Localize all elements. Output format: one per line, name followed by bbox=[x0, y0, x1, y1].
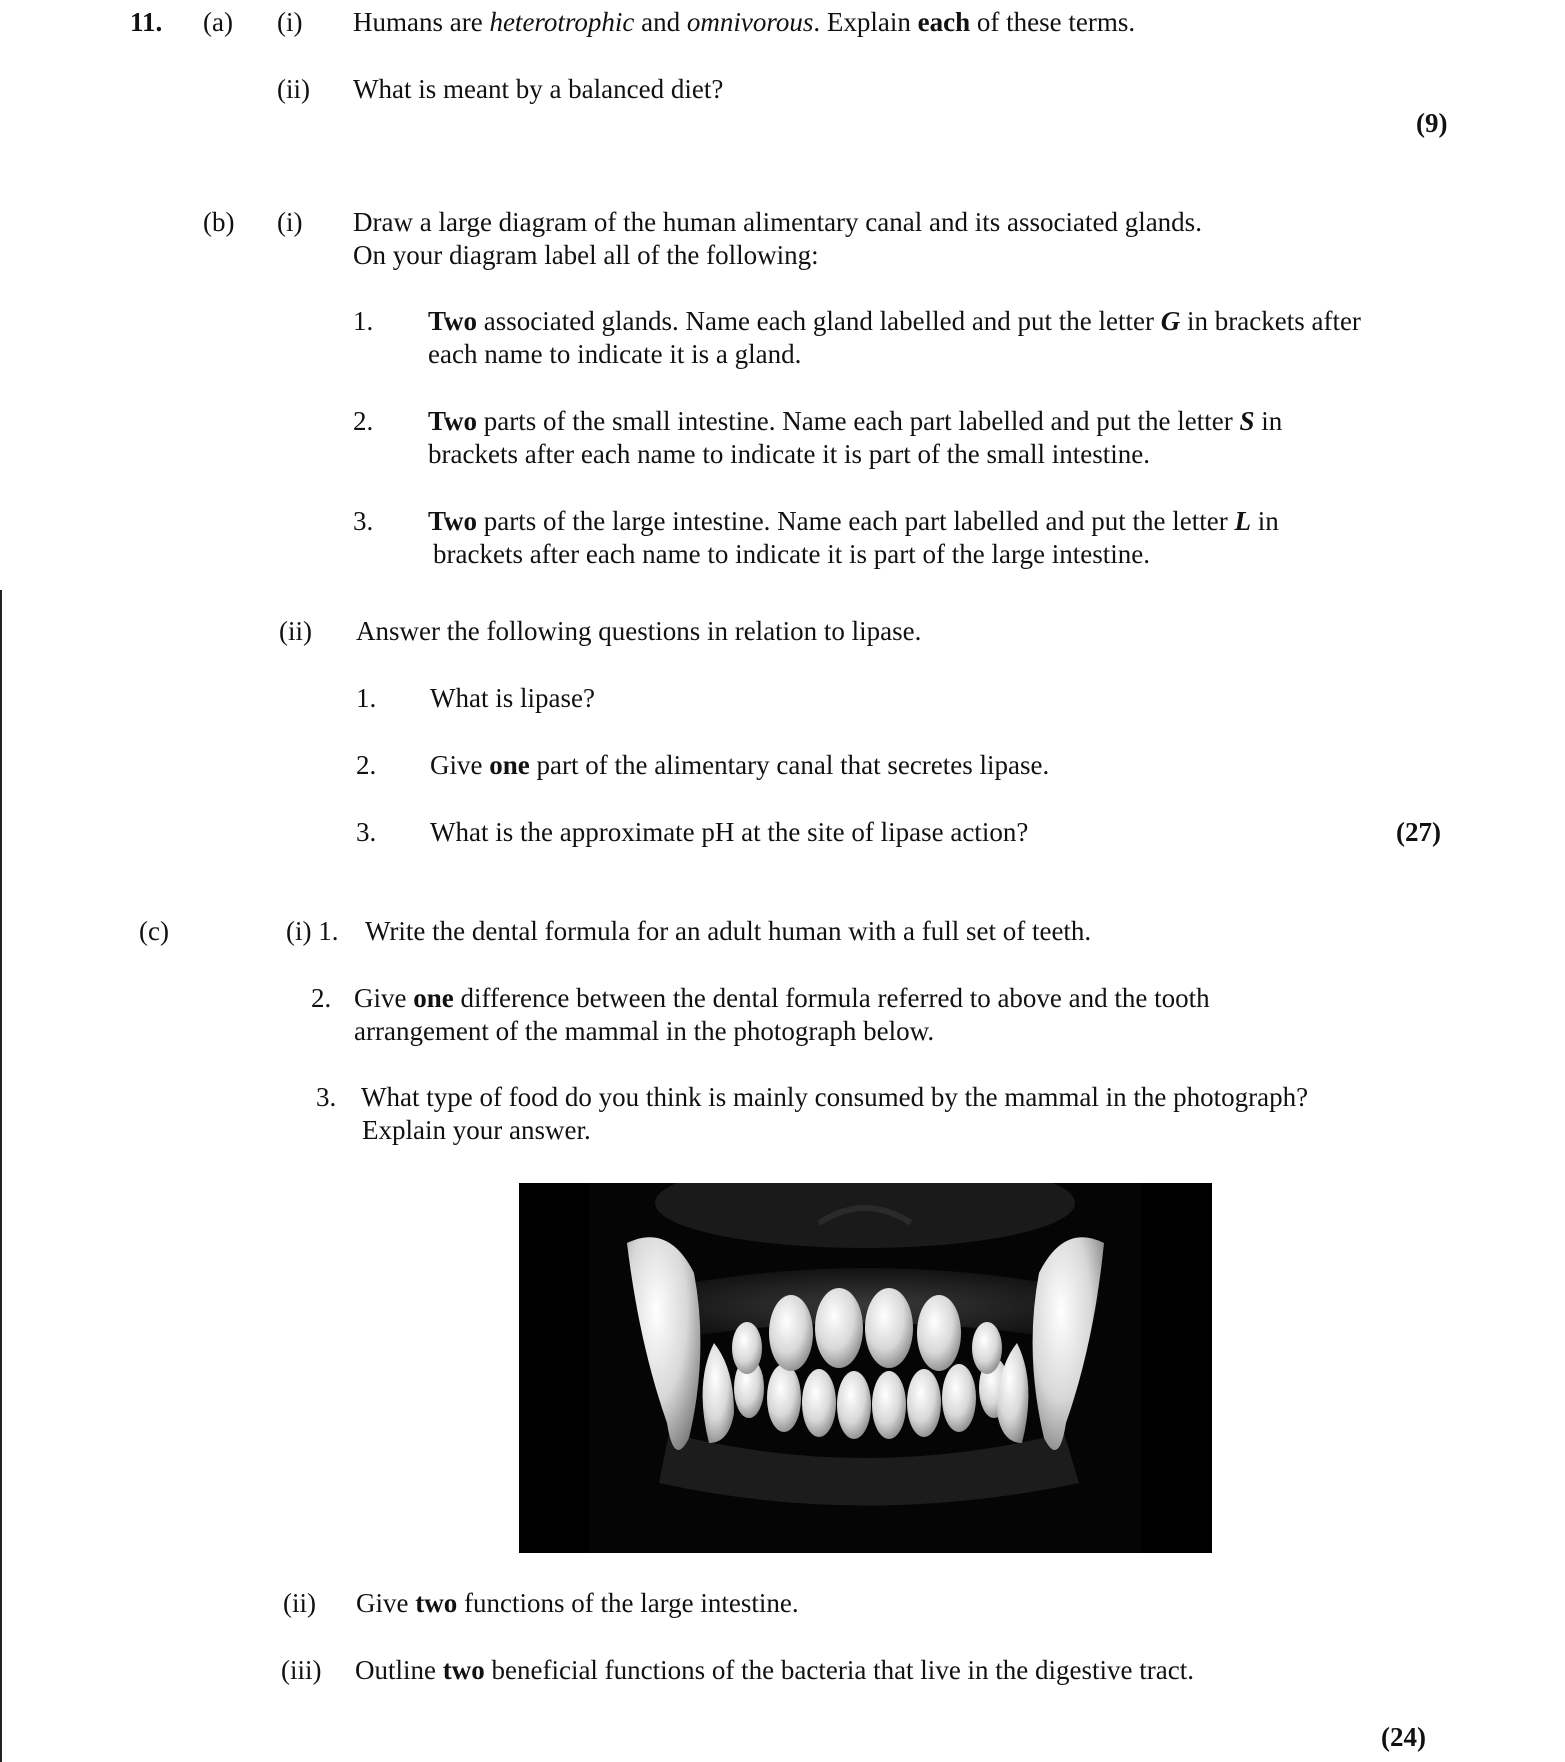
part-c-label: (c) bbox=[139, 916, 169, 946]
list-item: What is lipase? bbox=[430, 683, 595, 713]
marks-b: (27) bbox=[1396, 817, 1441, 847]
list-item-number: 1. bbox=[353, 306, 374, 336]
marks-a: (9) bbox=[1416, 108, 1448, 138]
mammal-teeth-photo bbox=[519, 1183, 1212, 1553]
list-item-number: 3. bbox=[356, 817, 377, 847]
list-item-number: 3. bbox=[353, 506, 374, 536]
part-c-iii-label: (iii) bbox=[281, 1655, 322, 1685]
part-c-i-item1: Write the dental formula for an adult human with a full set of teeth. bbox=[365, 916, 1092, 946]
list-item-number: 2. bbox=[356, 750, 377, 780]
part-c-iii-text: Outline two beneficial functions of the bacteria that live in the digestive tract. bbox=[355, 1655, 1194, 1685]
part-b-i-line2: On your diagram label all of the following: bbox=[353, 240, 819, 270]
list-item-continuation: Explain your answer. bbox=[362, 1115, 591, 1145]
list-item: Give one part of the alimentary canal that secretes lipase. bbox=[430, 750, 1050, 780]
list-item-continuation: brackets after each name to indicate it is part of the large intestine. bbox=[433, 539, 1150, 569]
part-a-label: (a) bbox=[203, 7, 233, 37]
part-a-i-label: (i) bbox=[277, 7, 303, 37]
list-item-number: 2. bbox=[311, 983, 332, 1013]
list-item: Two parts of the small intestine. Name each part labelled and put the letter S in bbox=[428, 406, 1283, 436]
list-item-number: 1. bbox=[356, 683, 377, 713]
part-c-i-label: (i) 1. bbox=[286, 916, 339, 946]
list-item-continuation: brackets after each name to indicate it is part of the small intestine. bbox=[428, 439, 1150, 469]
list-item: What is the approximate pH at the site of lipase action? bbox=[430, 817, 1029, 847]
part-b-ii-text: Answer the following questions in relation to lipase. bbox=[356, 616, 922, 646]
list-item: Two parts of the large intestine. Name each part labelled and put the letter L in bbox=[428, 506, 1279, 536]
margin-line bbox=[0, 590, 2, 1762]
part-c-ii-label: (ii) bbox=[283, 1588, 316, 1618]
part-a-ii-text: What is meant by a balanced diet? bbox=[353, 74, 724, 104]
part-a-ii-label: (ii) bbox=[277, 74, 310, 104]
list-item: What type of food do you think is mainly consumed by the mammal in the photograph? bbox=[361, 1082, 1309, 1112]
list-item: Give one difference between the dental formula referred to above and the tooth bbox=[354, 983, 1210, 1013]
part-b-i-label: (i) bbox=[277, 207, 303, 237]
list-item-number: 2. bbox=[353, 406, 374, 436]
list-item-continuation: arrangement of the mammal in the photograph below. bbox=[354, 1016, 935, 1046]
part-c-ii-text: Give two functions of the large intestine. bbox=[356, 1588, 799, 1618]
list-item: Two associated glands. Name each gland labelled and put the letter G in brackets after bbox=[428, 306, 1361, 336]
list-item-continuation: each name to indicate it is a gland. bbox=[428, 339, 802, 369]
marks-c: (24) bbox=[1381, 1722, 1426, 1752]
list-item-number: 3. bbox=[316, 1082, 337, 1112]
part-b-i-line1: Draw a large diagram of the human alimentary canal and its associated glands. bbox=[353, 207, 1202, 237]
part-a-i-text: Humans are heterotrophic and omnivorous. Explain each of these terms. bbox=[353, 7, 1136, 37]
part-b-label: (b) bbox=[203, 207, 235, 237]
part-b-ii-label: (ii) bbox=[279, 616, 312, 646]
question-number: 11. bbox=[130, 7, 163, 37]
